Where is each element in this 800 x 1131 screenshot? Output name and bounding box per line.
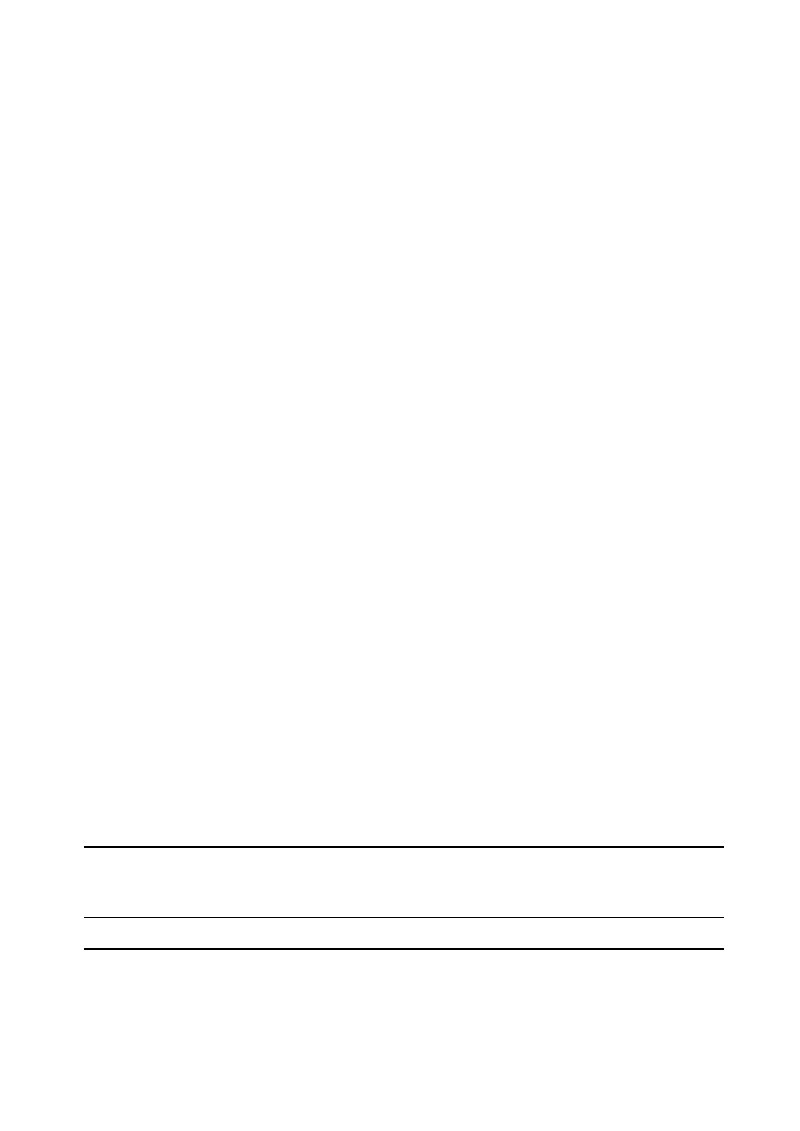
table-bottom-rule [84,846,724,848]
header-bottom-rule [84,948,724,950]
header-top-rule [84,917,724,918]
